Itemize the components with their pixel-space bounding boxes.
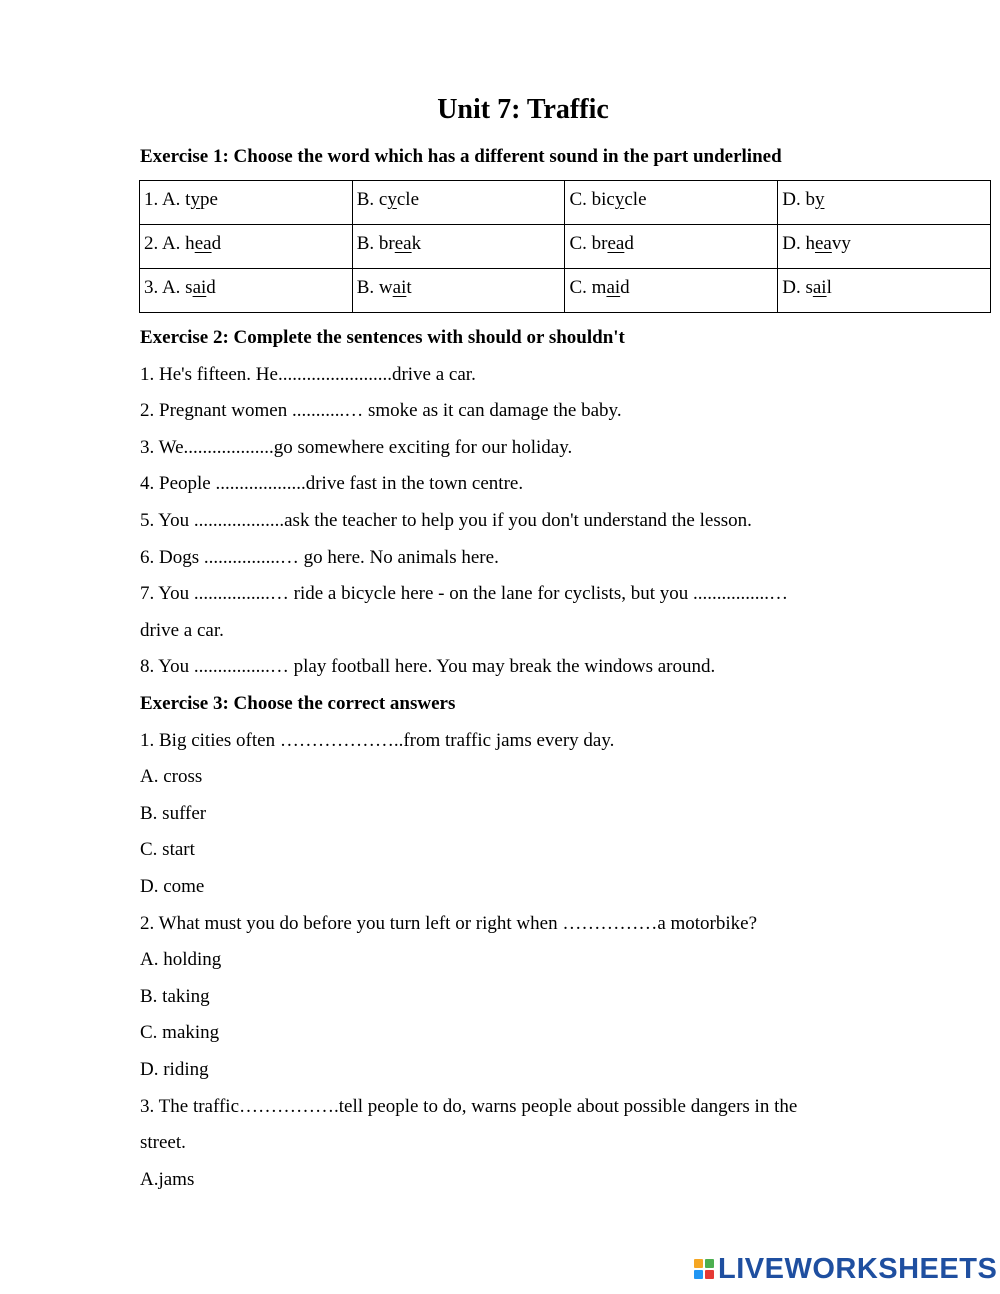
option-text: 1. A. t [144,189,191,210]
exercise2-line: 5. You ...................ask the teacher to help you if you don't understand the lesson. [140,510,752,531]
option-text: D. h [782,233,815,254]
option-text: B. br [356,233,395,254]
option-text: 2. A. h [144,233,195,254]
option-text: C. br [569,233,608,254]
option-text: B. c [356,189,388,210]
underlined-sound: ea [194,233,212,254]
option-text: vy [831,233,851,254]
exercise3-option: B. suffer [140,803,207,824]
exercise3-option: A. holding [140,949,222,970]
exercise1-row [140,269,991,313]
underlined-sound: y [614,189,625,210]
exercise2-line: 4. People ...................drive fast in the town centre. [140,473,524,494]
exercise2-line: 3. We...................go somewhere exciting for our holiday. [140,437,573,458]
option-text: d [620,277,630,298]
underlined-sound: ea [394,233,412,254]
underlined-sound: ai [392,277,407,298]
exercise3-question: 1. Big cities often ………………..from traffic jams every day. [140,730,615,751]
liveworksheets-logo-icon [694,1259,714,1279]
liveworksheets-logo [694,1252,997,1286]
exercise3-question: 3. The traffic…………….tell people to do, warns people about possible dangers in the [140,1096,798,1117]
underlined-sound: ea [607,233,625,254]
exercise1-option-cell [778,225,991,269]
option-text: t [406,277,412,298]
exercise1-option-cell [778,181,991,225]
page-title: Unit 7: Traffic [437,94,609,125]
underlined-sound: ea [814,233,832,254]
exercise1-table [139,180,991,313]
underlined-sound: y [387,189,397,210]
exercise2-line: 6. Dogs ................… go here. No animals here. [140,547,499,568]
underlined-sound: y [190,189,200,210]
exercise3-question: 2. What must you do before you turn left or right when ……………a motorbike? [140,913,758,934]
exercise3-option: D. come [140,876,205,897]
exercise1-option-cell [778,269,991,313]
underlined-sound: ai [606,277,621,298]
exercise2-line: 1. He's fifteen. He........................drive a car. [140,364,476,385]
option-text: k [411,233,422,254]
option-text: D. b [782,189,815,210]
option-text: d [206,277,216,298]
exercise3-heading: Exercise 3: Choose the correct answers [140,693,456,714]
exercise1-heading: Exercise 1: Choose the word which has a different sound in the part underlined [140,146,782,167]
option-text: cle [624,189,647,210]
exercise1-option-cell [140,181,353,225]
exercise2-line: 2. Pregnant women ...........… smoke as it can damage the baby. [140,400,622,421]
exercise1-row [140,225,991,269]
exercise1-option-cell [352,181,565,225]
exercise3-option: A. cross [140,766,203,787]
exercise3-option: C. making [140,1022,220,1043]
option-text: D. s [782,277,813,298]
option-text: d [211,233,222,254]
exercise1-option-cell [565,181,778,225]
exercise1-option-cell [352,225,565,269]
exercise1-option-cell [140,225,353,269]
option-text: C. bic [569,189,615,210]
underlined-sound: ai [812,277,827,298]
option-text: B. w [356,277,393,298]
option-text: l [826,277,832,298]
underlined-sound: ai [192,277,207,298]
exercise2-line: 7. You ................… ride a bicycle here - on the lane for cyclists, but you ................… [140,583,788,604]
option-text: pe [199,189,218,210]
exercise2-line: drive a car. [140,620,224,641]
exercise1-option-cell [140,269,353,313]
option-text: C. m [569,277,607,298]
exercise2-heading: Exercise 2: Complete the sentences with should or shouldn't [140,327,625,348]
exercise3-question-continued: street. [140,1132,186,1153]
exercise1-row [140,181,991,225]
exercise1-option-cell [565,225,778,269]
option-text: d [624,233,634,254]
option-text: 3. A. s [144,277,193,298]
exercise3-option: D. riding [140,1059,209,1080]
option-text: cle [396,189,420,210]
exercise3-option: C. start [140,839,195,860]
logo-text: LIVEWORKSHEETS [718,1252,998,1285]
exercise2-line: 8. You ................… play football here. You may break the windows around. [140,656,716,677]
exercise1-option-cell [352,269,565,313]
exercise3-option: A.jams [140,1169,195,1190]
underlined-sound: y [814,189,825,210]
exercise3-option: B. taking [140,986,210,1007]
exercise1-option-cell [565,269,778,313]
